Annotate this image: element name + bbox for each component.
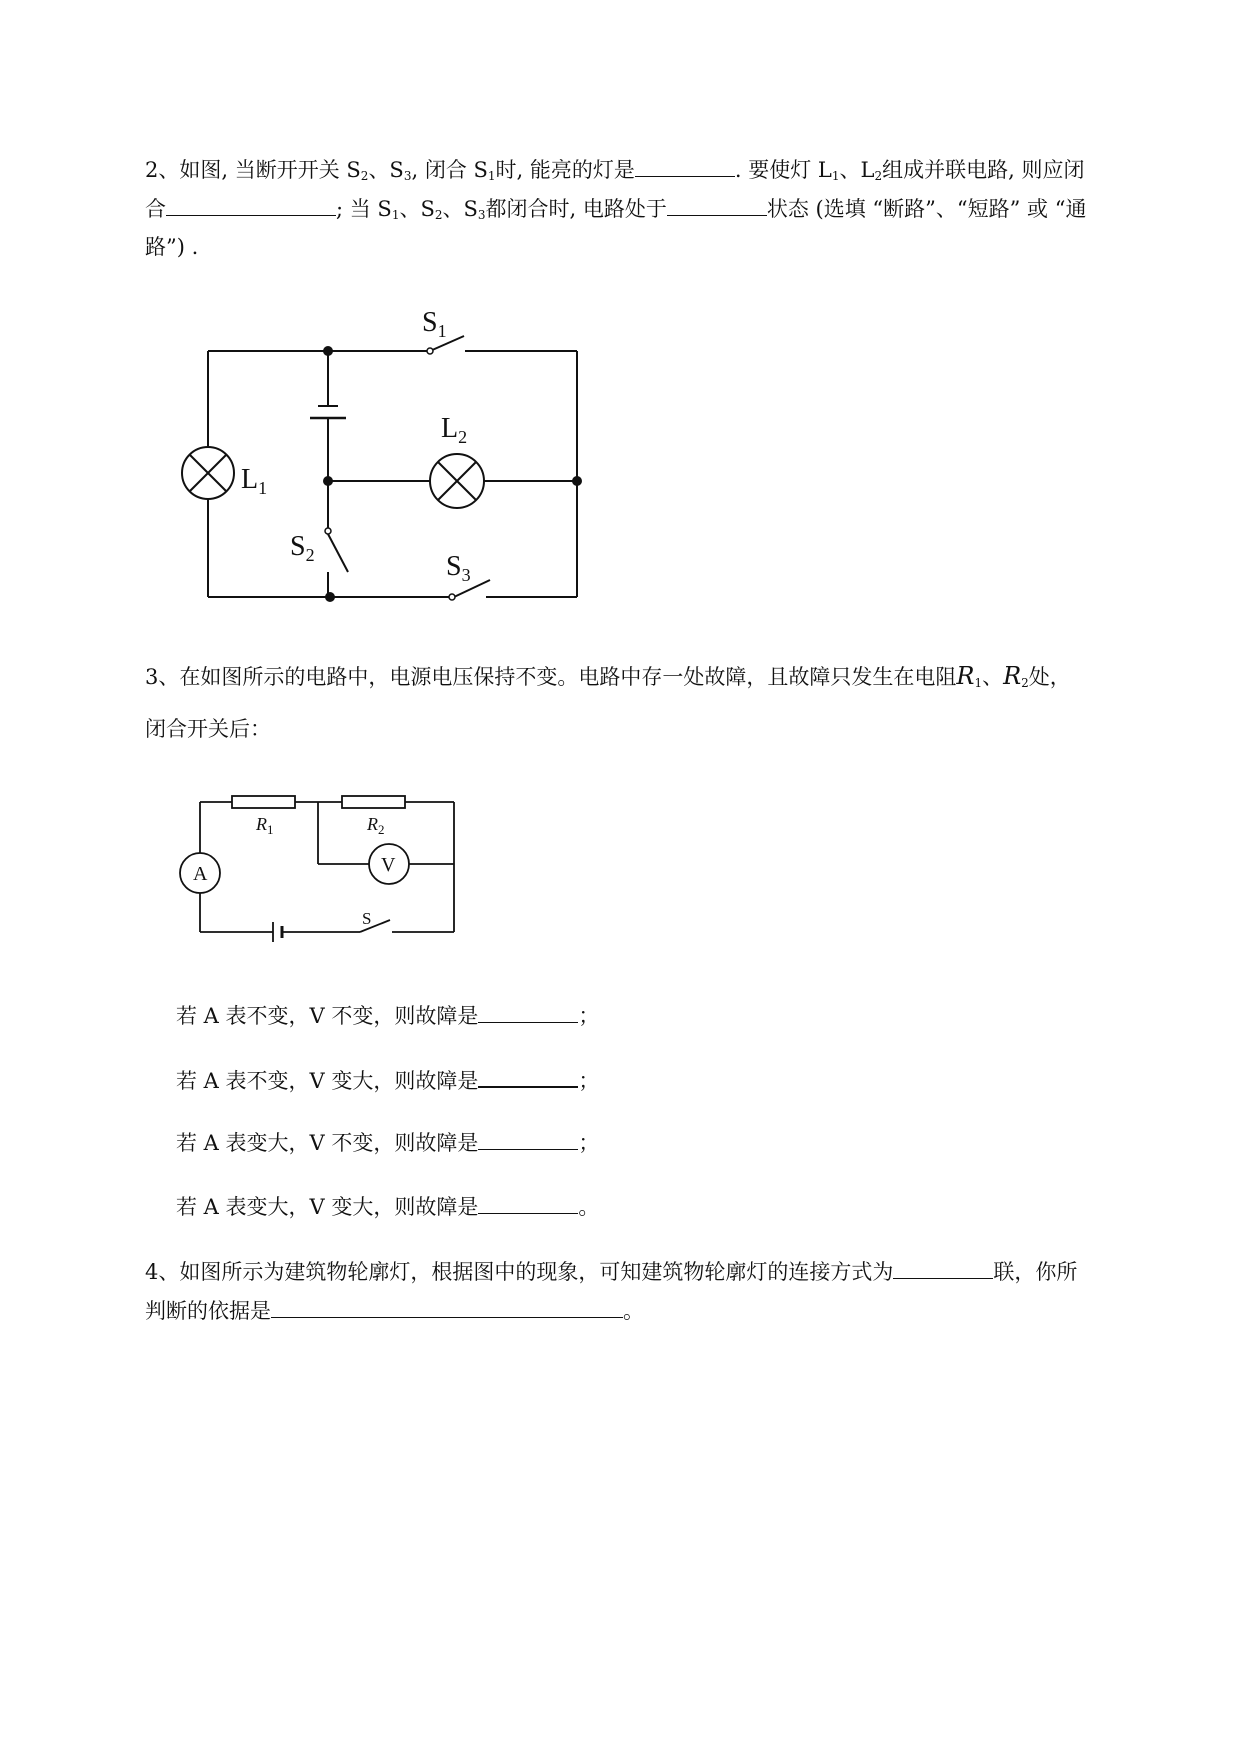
label-R2: $R_2$ xyxy=(367,814,385,837)
q2-line-3: 路”) . xyxy=(145,235,199,259)
answer-blank[interactable] xyxy=(478,1191,578,1214)
answer-blank[interactable] xyxy=(478,1000,578,1023)
q3-item-2: 若 A 表不变，V 变大，则故障是 ； xyxy=(176,1064,599,1096)
q3-line-1: 3、在如图所示的电路中，电源电压保持不变。电路中存一处故障，且故障只发生在电阻$R_1$、$R_2$处， xyxy=(145,662,1071,690)
q4-line-2: 判断的依据是 。 xyxy=(145,1295,644,1326)
q2-line-2: 合 ; 当 $S_1$、$S_2$、$S_3$都闭合时, 电路处于 状态 (选填 “断路”、“短路” 或 “通 xyxy=(145,193,1086,230)
switch-label: S xyxy=(362,909,372,928)
q3-item-3: 若 A 表变大，V 不变，则故障是 ； xyxy=(176,1127,599,1158)
q3-item-1: 若 A 表不变，V 不变，则故障是 ； xyxy=(176,1000,599,1031)
label-S2: $S_2$ xyxy=(290,531,315,565)
label-S1: $S_1$ xyxy=(422,307,447,341)
answer-blank[interactable] xyxy=(271,1295,623,1318)
q2-line-1: 2、如图, 当断开开关 $S_2$、$S_3$, 闭合 $S_1$时, 能亮的灯是 . 要使灯 $L_1$、$L_2$组成并联电路, 则应闭 xyxy=(145,154,1084,191)
ammeter-label: A xyxy=(193,863,208,885)
label-S3: $S_3$ xyxy=(446,551,471,585)
label-L2: $L_2$ xyxy=(441,413,468,447)
q3-line-2: 闭合开关后： xyxy=(145,717,271,741)
answer-blank[interactable] xyxy=(478,1064,578,1088)
q3-item-4: 若 A 表变大，V 变大，则故障是 。 xyxy=(176,1191,599,1222)
q4-line-1: 4、如图所示为建筑物轮廓灯，根据图中的现象，可知建筑物轮廓灯的连接方式为 联，你所 xyxy=(145,1256,1077,1287)
answer-blank[interactable] xyxy=(478,1127,578,1150)
voltmeter-label: V xyxy=(381,854,396,876)
label-R1: $R_1$ xyxy=(256,814,274,837)
answer-blank[interactable] xyxy=(893,1256,993,1279)
label-L1: $L_1$ xyxy=(241,464,268,498)
